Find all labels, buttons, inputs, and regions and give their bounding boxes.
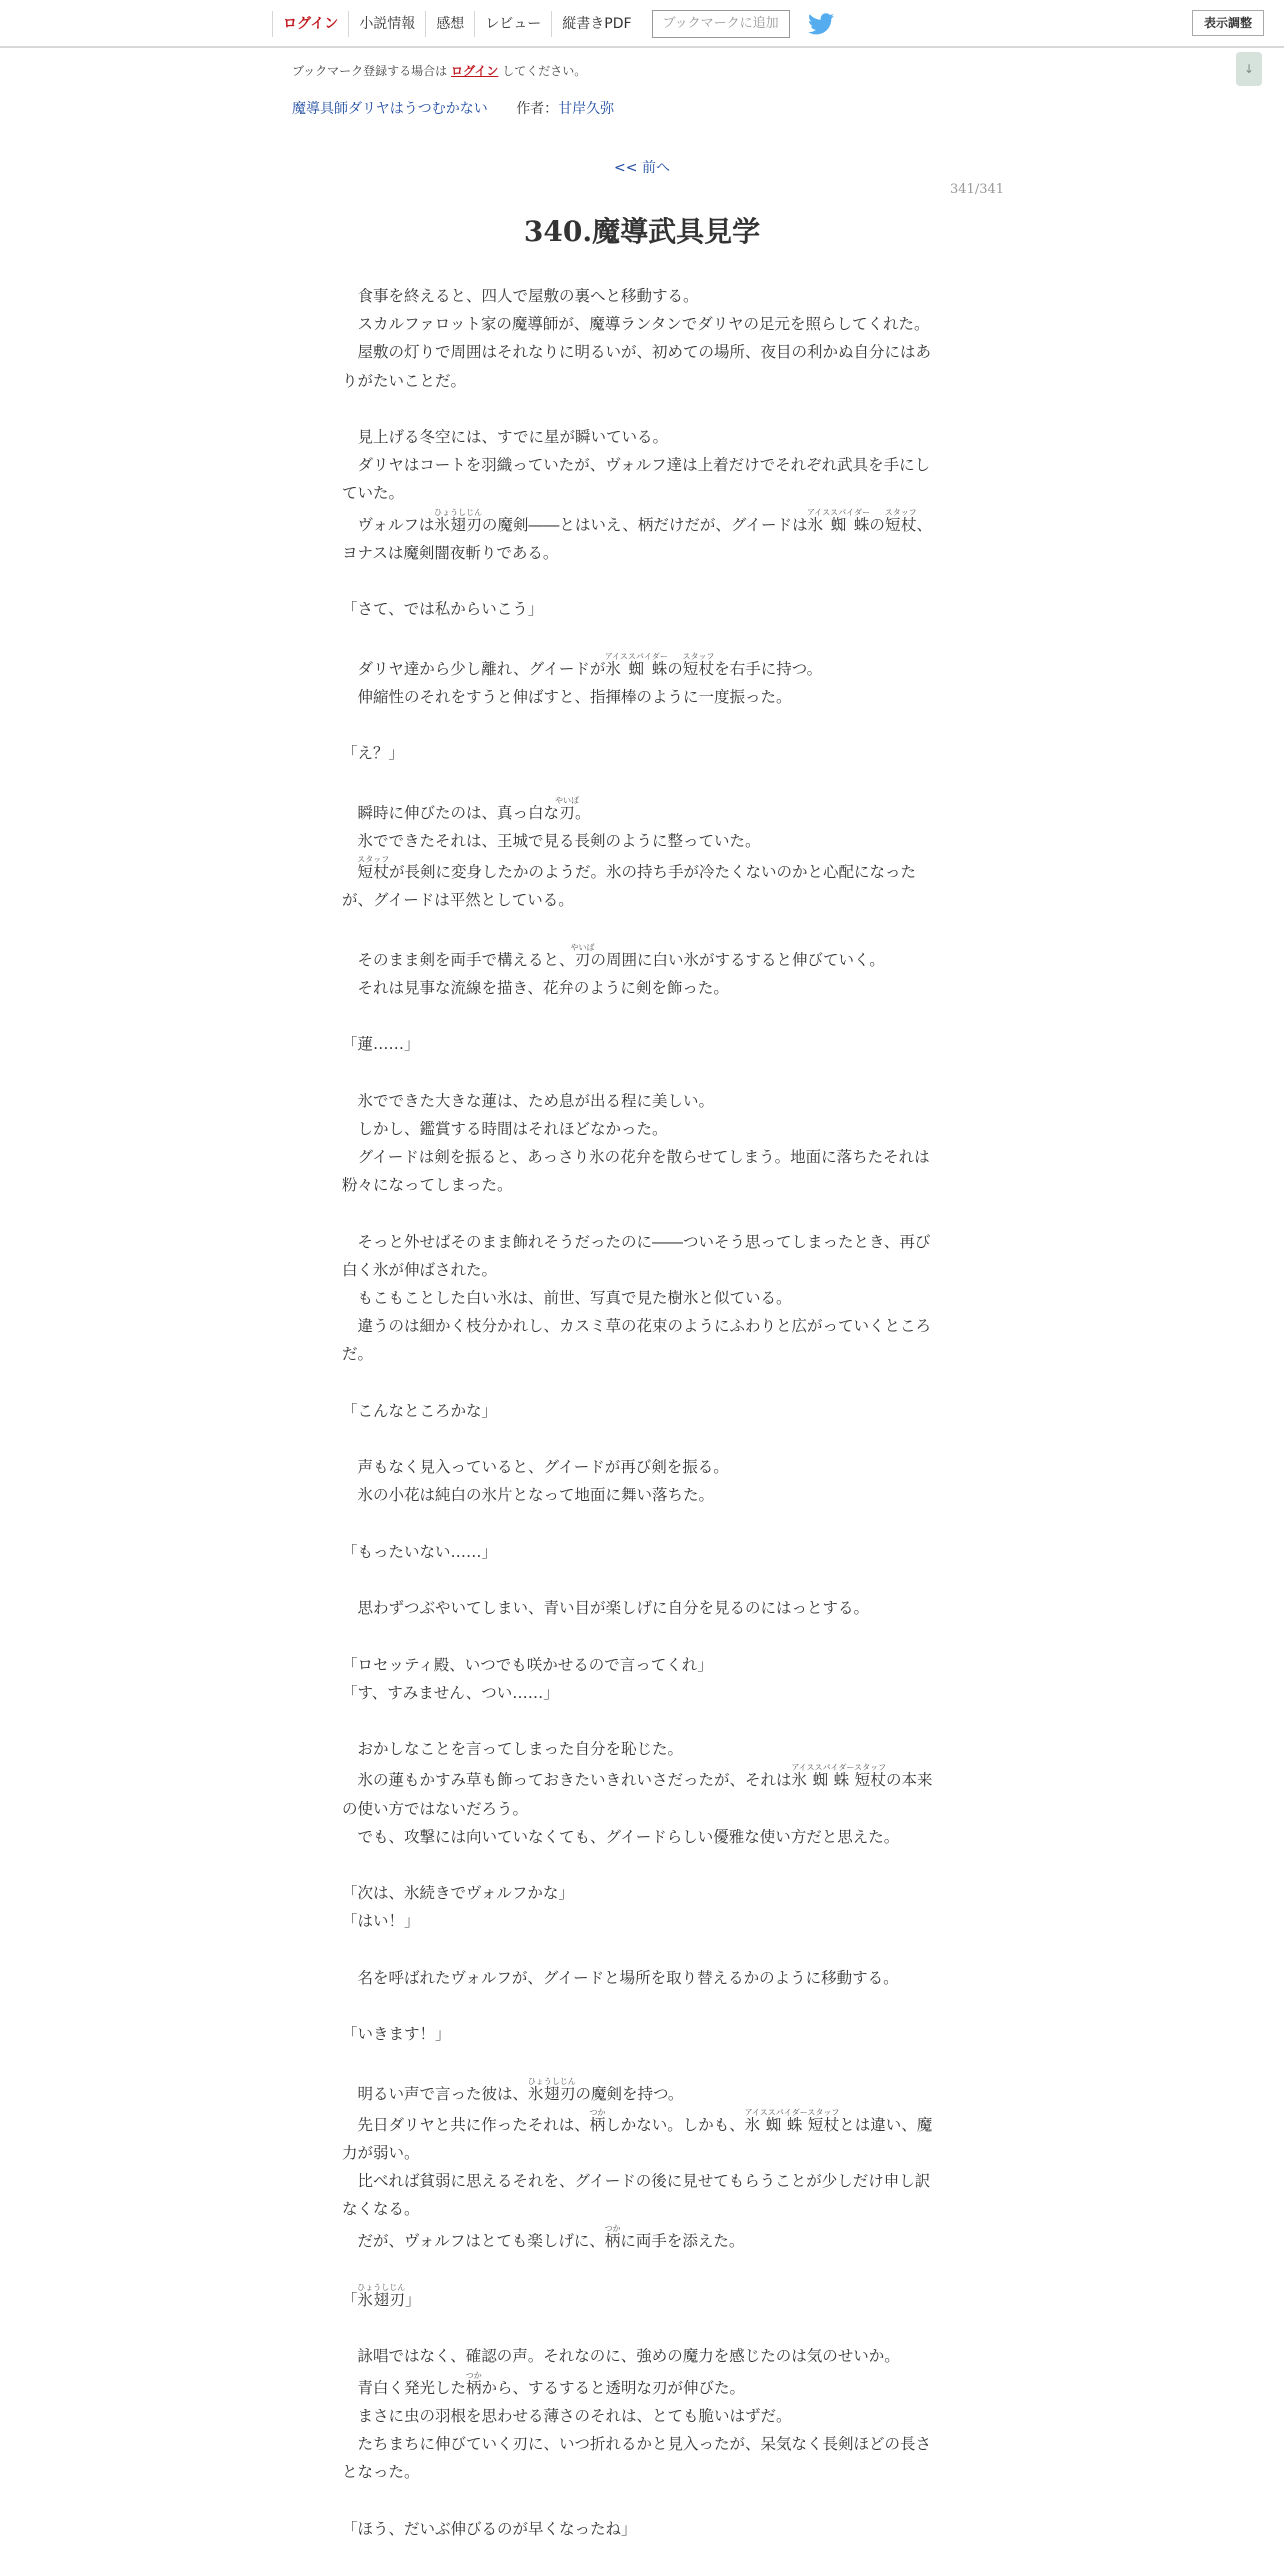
body-paragraph	[342, 1284, 942, 1312]
ruby-text: 氷翅刃ひょうしじん	[527, 2076, 576, 2103]
body-paragraph	[342, 1594, 942, 1622]
body-paragraph	[342, 1879, 942, 1907]
ruby-reading: ひょうしじん	[434, 507, 483, 517]
vertical-pdf-link[interactable]: 縦書きPDF	[551, 11, 641, 37]
chapter-title: 340.魔導武具見学	[523, 215, 761, 248]
paragraph-text: だが、ヴォルフはとても楽しげに、	[342, 2231, 605, 2250]
body-paragraph	[342, 2020, 942, 2048]
paragraph-text: 詠唱ではなく、確認の声。それなのに、強めの魔力を感じたのは気のせいか。	[342, 2347, 900, 2366]
body-paragraph	[342, 2224, 942, 2255]
notice-login-link[interactable]: ログイン	[451, 64, 499, 78]
ruby-text: 柄つか	[604, 2223, 621, 2250]
body-paragraph	[342, 508, 942, 567]
body-paragraph	[342, 2314, 942, 2342]
body-paragraph	[342, 1679, 942, 1707]
paragraph-text: の	[869, 515, 885, 534]
body-paragraph	[342, 1538, 942, 1566]
page-number: 341/341	[950, 182, 1005, 197]
paragraph-text: 「え？」	[342, 744, 405, 763]
body-paragraph	[342, 1453, 942, 1481]
body-paragraph	[342, 2283, 942, 2314]
body-paragraph	[342, 1030, 942, 1058]
prev-chapter-link[interactable]: << 前へ	[614, 160, 670, 176]
ruby-reading: アイススパイダー	[806, 507, 871, 517]
paragraph-text: 」	[405, 2290, 421, 2309]
ruby-text: 短杖スタッフ	[682, 651, 715, 678]
ruby-text: 短杖スタッフ	[884, 507, 917, 534]
paragraph-text: 氷でできた大きな蓮は、ため息が出る程に美しい。	[342, 1091, 715, 1110]
review-link[interactable]: レビュー	[474, 11, 551, 37]
paragraph-text: を右手に持つ。	[714, 659, 823, 678]
ruby-reading: アイススパイダースタッフ	[744, 2107, 840, 2117]
ruby-reading: ひょうしじん	[357, 2282, 406, 2292]
display-settings-button[interactable]: 表示調整	[1192, 10, 1264, 36]
ruby-reading: やいば	[555, 795, 580, 805]
ruby-reading: スタッフ	[682, 651, 715, 661]
body-paragraph	[342, 2371, 942, 2402]
paragraph-text: 思わずつぶやいてしまい、青い目が楽しげに自分を見るのにはっとする。	[342, 1599, 870, 1618]
body-paragraph	[342, 1397, 942, 1425]
body-paragraph	[342, 2486, 942, 2514]
paragraph-text: 違うのは細かく枝分かれし、カスミ草の花束のようにふわりと広がっていくところだ。	[342, 1317, 932, 1364]
ruby-reading: アイススパイダー	[604, 651, 668, 661]
ruby-reading: つか	[465, 2370, 482, 2380]
paragraph-text: 氷の蓮もかすみ草も飾っておきたいきれいさだったが、それは	[342, 1771, 792, 1790]
body-paragraph	[342, 739, 942, 767]
novel-header	[292, 98, 614, 118]
body-paragraph	[342, 1964, 942, 1992]
paragraph-text	[342, 863, 358, 881]
paragraph-text: そっと外せばそのまま飾れそうだったのに――ついそう思ってしまったとき、再び白く氷が伸ばされた。	[342, 1232, 931, 1279]
body-paragraph	[342, 567, 942, 595]
body-paragraph	[342, 914, 942, 942]
body-paragraph	[342, 595, 942, 623]
body-paragraph	[342, 395, 942, 423]
body-paragraph	[342, 1936, 942, 1964]
paragraph-text: ダリヤはコートを羽織っていたが、ヴォルフ達は上着だけでそれぞれ武具を手にしていた。	[342, 456, 931, 503]
body-paragraph	[342, 1651, 942, 1679]
body-paragraph	[342, 1735, 942, 1763]
ruby-text: 氷 蜘 蛛 短杖アイススパイダースタッフ	[791, 1763, 887, 1790]
ruby-reading: つか	[604, 2223, 621, 2233]
body-paragraph	[342, 310, 942, 338]
paragraph-text: しかない。しかも、	[605, 2115, 745, 2134]
body-paragraph	[342, 1566, 942, 1594]
body-paragraph	[342, 2430, 942, 2486]
ruby-reading: アイススパイダースタッフ	[791, 1763, 887, 1773]
ruby-text: 氷 蜘 蛛アイススパイダー	[604, 651, 668, 678]
body-paragraph	[342, 711, 942, 739]
ruby-reading: スタッフ	[357, 854, 390, 864]
paragraph-text: 。	[575, 803, 591, 822]
ruby-text: 柄つか	[465, 2370, 482, 2397]
paragraph-text: 明るい声で言った彼は、	[342, 2084, 529, 2103]
ruby-text: 柄つか	[589, 2107, 606, 2134]
paragraph-text: 「ロセッティ殿、いつでも咲かせるので言ってくれ」	[342, 1655, 713, 1674]
top-navigation-bar	[0, 0, 1284, 48]
paragraph-text: 「ほう、だいぶ伸びるのが早くなったね」	[342, 2519, 637, 2538]
paragraph-text: おかしなことを言ってしまった自分を恥じた。	[342, 1740, 684, 1759]
body-paragraph	[342, 1907, 942, 1935]
novel-info-link[interactable]: 小説情報	[348, 11, 425, 37]
paragraph-text: スカルファロット家の魔導師が、魔導ランタンでダリヤの足元を照らしてくれた。	[342, 315, 930, 334]
paragraph-text: 伸縮性のそれをすうと伸ばすと、指揮棒のように一度振った。	[342, 687, 792, 706]
body-paragraph	[342, 338, 942, 394]
body-paragraph	[342, 2402, 942, 2430]
body-paragraph	[342, 1143, 942, 1199]
paragraph-text: 声もなく見入っていると、グイードが再び剣を振る。	[342, 1458, 729, 1477]
ruby-text: 刃やいば	[570, 942, 595, 969]
body-paragraph	[342, 1087, 942, 1115]
body-paragraph	[342, 2077, 942, 2108]
paragraph-text: 氷の小花は純白の氷片となって地面に舞い落ちた。	[342, 1486, 715, 1505]
ruby-text: 氷翅刃ひょうしじん	[434, 507, 483, 534]
paragraph-text: の魔剣を持つ。	[575, 2084, 684, 2103]
body-paragraph	[342, 1369, 942, 1397]
ruby-text: 刃やいば	[555, 795, 580, 822]
paragraph-text: ヴォルフは	[342, 515, 435, 534]
body-paragraph	[342, 796, 942, 827]
paragraph-text: とは違い、魔力が弱い。	[342, 2115, 933, 2162]
body-paragraph	[342, 2167, 942, 2223]
paragraph-text: の	[667, 659, 683, 678]
body-paragraph	[342, 943, 942, 974]
body-paragraph	[342, 1199, 942, 1227]
body-paragraph	[342, 1312, 942, 1368]
ruby-reading: つか	[589, 2107, 606, 2117]
body-paragraph	[342, 1851, 942, 1879]
body-paragraph	[342, 2108, 942, 2167]
paragraph-text: 「はい！」	[342, 1912, 420, 1931]
body-paragraph	[342, 1707, 942, 1735]
paragraph-text: 、ヨナスは魔剣闇夜斬りである。	[342, 515, 932, 562]
body-paragraph	[342, 827, 942, 855]
scroll-down-button[interactable]: ↓	[1236, 52, 1262, 86]
body-paragraph	[342, 1115, 942, 1143]
body-paragraph	[342, 1510, 942, 1538]
notice-text-after: してください。	[502, 64, 587, 78]
ruby-text: 氷翅刃ひょうしじん	[357, 2282, 406, 2309]
body-paragraph	[342, 1058, 942, 1086]
paragraph-text: 瞬時に伸びたのは、真っ白な	[342, 803, 560, 822]
body-paragraph	[342, 2255, 942, 2283]
ruby-text: 短杖スタッフ	[357, 854, 390, 881]
paragraph-text: もこもことした白い氷は、前世、写真で見た樹氷と似ている。	[342, 1288, 792, 1307]
paragraph-text: 「す、すみません、つい……」	[342, 1683, 559, 1702]
body-paragraph	[342, 1425, 942, 1453]
login-link[interactable]: ログイン	[272, 11, 348, 37]
novel-body-text	[342, 282, 942, 2543]
paragraph-text: の魔剣――とはいえ、柄だけだが、グイードは	[481, 515, 808, 534]
body-paragraph	[342, 767, 942, 795]
body-paragraph	[342, 451, 942, 507]
paragraph-text: の周囲に白い氷がするすると伸びていく。	[590, 950, 885, 969]
paragraph-text: 比べれば貧弱に思えるそれを、グイードの後に見せてもらうことが少しだけ申し訳なくなる。	[342, 2172, 931, 2219]
paragraph-text: それは見事な流線を描き、花弁のように剣を飾った。	[342, 978, 729, 997]
paragraph-text: 青白く発光した	[342, 2378, 467, 2397]
paragraph-text: でも、攻撃には向いていなくても、グイードらしい優雅な使い方だと思えた。	[342, 1827, 900, 1846]
paragraph-text: 「もったいない……」	[342, 1542, 498, 1561]
paragraph-text: 「いきます！」	[342, 2025, 451, 2044]
body-paragraph	[342, 1228, 942, 1284]
add-bookmark-button[interactable]: ブックマークに追加	[652, 10, 790, 38]
paragraph-text: グイードは剣を振ると、あっさり氷の花弁を散らせてしまう。地面に落ちたそれは粉々になってしまった。	[342, 1147, 930, 1195]
author-link[interactable]: 甘岸久弥	[558, 101, 615, 117]
paragraph-text: ダリヤ達から少し離れ、グイードが	[342, 659, 606, 678]
paragraph-text: から、するすると透明な刃が伸びた。	[481, 2378, 746, 2397]
paragraph-text: 「次は、氷続きでヴォルフかな」	[342, 1884, 574, 1903]
nav-menu	[272, 10, 834, 38]
paragraph-text: に両手を添えた。	[620, 2231, 745, 2250]
body-paragraph	[342, 683, 942, 711]
body-paragraph	[342, 855, 942, 914]
body-paragraph	[342, 1481, 942, 1509]
author-label: 作者：	[516, 101, 559, 117]
body-paragraph	[342, 2048, 942, 2076]
ruby-reading: ひょうしじん	[527, 2076, 576, 2086]
ruby-reading: やいば	[570, 942, 595, 952]
body-paragraph	[342, 423, 942, 451]
paragraph-text: 食事を終えると、四人で屋敷の裏へと移動する。	[342, 287, 699, 305]
paragraph-text: しかし、鑑賞する時間はそれほどなかった。	[342, 1119, 668, 1138]
body-paragraph	[342, 1622, 942, 1650]
paragraph-text: の本来の使い方ではないだろう。	[342, 1771, 933, 1818]
notice-text-before: ブックマーク登録する場合は	[292, 64, 448, 78]
bookmark-login-notice	[292, 62, 586, 79]
paragraph-text: 「	[342, 2290, 358, 2309]
body-paragraph	[342, 652, 942, 683]
ruby-text: 氷 蜘 蛛 短杖アイススパイダースタッフ	[744, 2107, 840, 2134]
body-paragraph	[342, 623, 942, 651]
paragraph-text: 「蓮……」	[342, 1035, 420, 1054]
paragraph-text: たちまちに伸びていく刃に、いつ折れるかと見入ったが、呆気なく長剣ほどの長さとなった。	[342, 2434, 932, 2482]
paragraph-text: 「さて、では私からいこう」	[342, 600, 544, 619]
paragraph-text: 屋敷の灯りで周囲はそれなりに明るいが、初めての場所、夜目の利かぬ自分にはありがたいことだ。	[342, 343, 932, 390]
body-paragraph	[342, 1823, 942, 1851]
novel-title-link[interactable]: 魔導具師ダリヤはうつむかない	[292, 101, 488, 117]
paragraph-text: 見上げる冬空には、すでに星が瞬いている。	[342, 428, 668, 446]
twitter-icon[interactable]	[808, 13, 834, 35]
body-paragraph	[342, 2342, 942, 2370]
paragraph-text: 先日ダリヤと共に作ったそれは、	[342, 2115, 590, 2134]
body-paragraph	[342, 282, 942, 310]
body-paragraph	[342, 2515, 942, 2543]
body-paragraph	[342, 1002, 942, 1030]
paragraph-text: 名を呼ばれたヴォルフが、グイードと場所を取り替えるかのように移動する。	[342, 1968, 899, 1987]
paragraph-text: そのまま剣を両手で構えると、	[342, 950, 575, 969]
ruby-reading: スタッフ	[884, 507, 917, 517]
paragraph-text: まさに虫の羽根を思わせる薄さのそれは、とても脆いはずだ。	[342, 2406, 792, 2425]
body-paragraph	[342, 1992, 942, 2020]
body-paragraph	[342, 974, 942, 1002]
paragraph-text: 氷でできたそれは、王城で見る長剣のように整っていた。	[342, 831, 761, 850]
impressions-link[interactable]: 感想	[425, 11, 474, 37]
ruby-text: 氷 蜘 蛛アイススパイダー	[806, 507, 871, 534]
paragraph-text: 「こんなところかな」	[342, 1401, 498, 1420]
body-paragraph	[342, 1763, 942, 1822]
paragraph-text: が長剣に変身したかのようだ。氷の持ち手が冷たくないのかと心配になったが、グイードは平然としている。	[342, 862, 917, 910]
